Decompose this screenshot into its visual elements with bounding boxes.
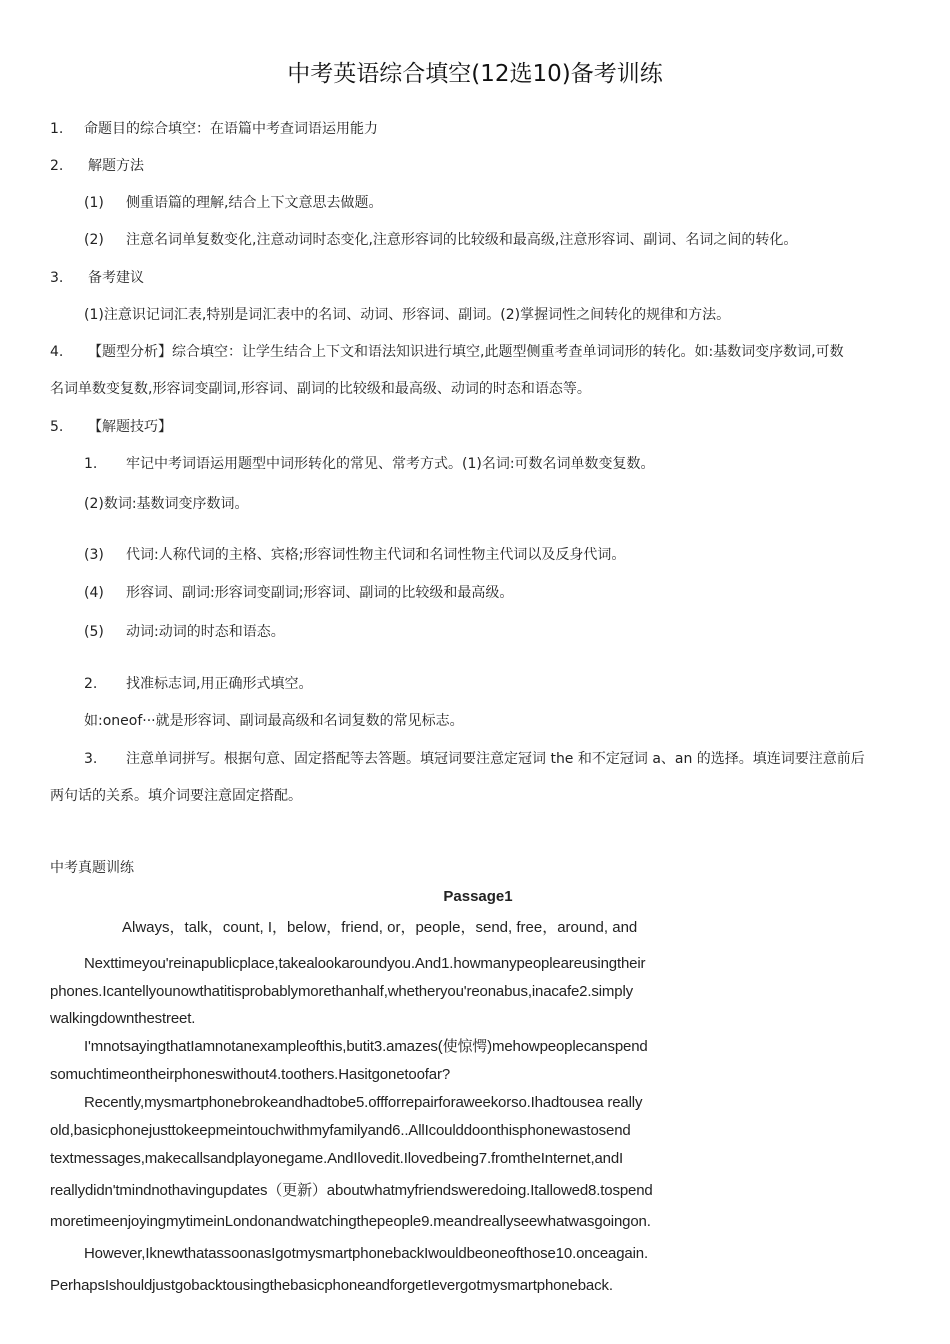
section-5-item-6-line-2: 两句话的关系。填介词要注意固定搭配。 (50, 788, 302, 804)
passage-line: PerhapsIshouldjustgobacktousingthebasicphoneandforgetIevergotmysmartphoneback. (50, 1277, 613, 1294)
section-5-item-2b: 如:oneof···就是形容词、副词最高级和名词复数的常见标志。 (84, 713, 464, 729)
section-2 (50, 156, 144, 176)
section-5-number: 5. (50, 419, 64, 435)
item-number: (4) (84, 585, 104, 601)
section-3 (50, 268, 144, 288)
item-number: (1) (84, 195, 104, 211)
item-number: (5) (84, 624, 104, 640)
passage-line: somuchtimeontheirphoneswithout4.toothers.Hasitgonetoofar? (50, 1066, 451, 1083)
item-text: 注意单词拼写。根据句意、固定搭配等去答题。填冠词要注意定冠词 the 和不定冠词 a、an 的选择。填连词要注意前后 (126, 751, 865, 767)
section-5-text: 【解题技巧】 (88, 419, 172, 435)
word-bank: Always，talk，count, I，below，friend, or，people，send, free，around, and (122, 919, 638, 936)
passage-line: textmessages,makecallsandplayonegame.AndIlovedit.Ilovedbeing7.fromtheInternet,andI (50, 1150, 624, 1167)
item-number: 2. (84, 676, 98, 692)
section-5-item-1 (84, 454, 655, 474)
section-2-text: 解题方法 (88, 158, 144, 174)
passage-title: Passage1 (443, 888, 513, 905)
item-number: 1. (84, 456, 98, 472)
section-2-number: 2. (50, 158, 64, 174)
item-text: 牢记中考词语运用题型中词形转化的常见、常考方式。(1)名词:可数名词单数变复数。 (126, 456, 655, 472)
section-4-text: 【题型分析】综合填空：让学生结合上下文和语法知识进行填空,此题型侧重考查单词词形的转化。如:基数词变序数词,可数 (88, 344, 844, 360)
passage-line: moretimeenjoyingmytimeinLondonandwatchingthepeople9.meandreallyseewhatwasgoingon. (50, 1213, 651, 1230)
section-4-number: 4. (50, 344, 64, 360)
item-text: 动词:动词的时态和语态。 (126, 624, 285, 640)
passage-line: reallydidn'tmindnothavingupdates（更新）aboutwhatmyfriendsweredoing.Itallowed8.tospend (50, 1182, 653, 1199)
section-4-line-2: 名词单数变复数,形容词变副词,形容词、副词的比较级和最高级、动词的时态和语态等。 (50, 381, 591, 397)
passage-line: Recently,mysmartphonebrokeandhadtobe5.offforrepairforaweekorso.Ihadtousea really (84, 1094, 643, 1111)
section-5 (50, 417, 172, 437)
section-3-body: (1)注意识记词汇表,特别是词汇表中的名词、动词、形容词、副词。(2)掌握词性之间转化的规律和方法。 (84, 307, 731, 323)
item-text: 找准标志词,用正确形式填空。 (126, 676, 313, 692)
item-number: (2) (84, 232, 104, 248)
passage-line: However,IknewthatassoonasIgotmysmartphonebackIwouldbeoneofthose10.onceagain. (84, 1245, 648, 1262)
passage-line: Nexttimeyou'reinapublicplace,takealookaroundyou.And1.howmanypeopleareusingtheir (84, 955, 646, 972)
section-1-text: 命题目的综合填空：在语篇中考查词语运用能力 (84, 121, 378, 137)
section-5-item-3 (84, 545, 625, 565)
section-5-item-1b: (2)数词:基数词变序数词。 (84, 496, 249, 512)
page-title: 中考英语综合填空(12选10)备考训练 (287, 61, 663, 87)
passage-line: I'mnotsayingthatIamnotanexampleofthis,butit3.amazes(使惊愕)mehowpeoplecanspend (84, 1038, 648, 1055)
item-text: 注意名词单复数变化,注意动词时态变化,注意形容词的比较级和最高级,注意形容词、副词、名词之间的转化。 (126, 232, 798, 248)
section-5-item-5 (84, 622, 285, 642)
item-text: 代词:人称代词的主格、宾格;形容词性物主代词和名词性物主代词以及反身代词。 (126, 547, 626, 563)
passage-line: phones.Icantellyounowthatitisprobablymorethanhalf,whetheryou'reonabus,inacafe2.simply (50, 983, 633, 1000)
section-1-number: 1. (50, 121, 64, 137)
section-5-item-6-line-1 (84, 749, 865, 769)
section-3-number: 3. (50, 270, 64, 286)
item-number: (3) (84, 547, 104, 563)
section-2-item-1 (84, 193, 382, 213)
item-text: 侧重语篇的理解,结合上下文意思去做题。 (126, 195, 383, 211)
passage-line: old,basicphonejusttokeepmeintouchwithmyfamilyand6..AllIcoulddoonthisphonewastosend (50, 1122, 631, 1139)
section-2-item-2 (84, 230, 797, 250)
item-number: 3. (84, 751, 98, 767)
section-3-text: 备考建议 (88, 270, 144, 286)
item-text: 形容词、副词:形容词变副词;形容词、副词的比较级和最高级。 (126, 585, 514, 601)
section-5-item-4 (84, 583, 513, 603)
passage-line: walkingdownthestreet. (50, 1010, 196, 1027)
section-1 (50, 119, 378, 139)
section-5-item-2 (84, 674, 312, 694)
practice-heading: 中考真题训练 (50, 860, 134, 876)
section-4-line-1 (50, 342, 844, 362)
